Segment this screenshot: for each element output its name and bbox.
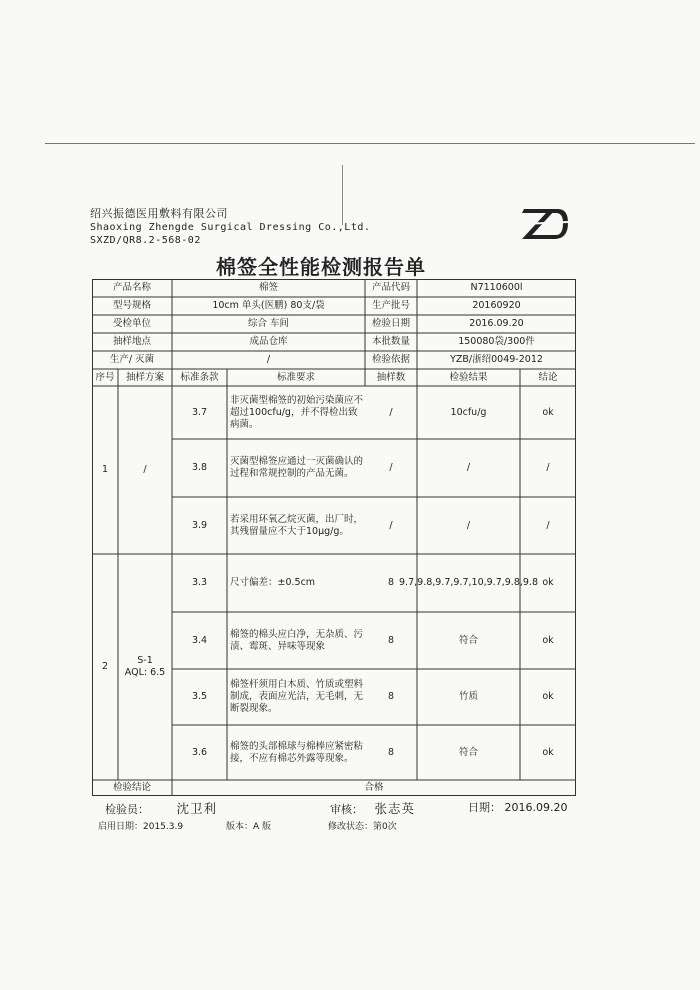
table-row-5-requirement: 棉签的棉头应白净，无杂质、污渍、霉斑、异味等现象 — [230, 628, 364, 652]
table-row-5-clause: 3.4 — [191, 634, 208, 646]
table-row-6-requirement: 棉签杆须用白木质、竹质或塑料制成，表面应光洁，无毛刺，无断裂现象。 — [230, 679, 364, 714]
value-product-code: N7110600l — [470, 282, 523, 293]
value-date: 2016.09.20 — [469, 318, 524, 329]
reviewer-label: 审核： — [330, 803, 363, 816]
value-batch: 20160920 — [472, 300, 521, 311]
value-qty: 150080袋/300件 — [458, 336, 535, 347]
table-row-1-requirement: 非灭菌型棉签的初始污染菌应不超过100cfu/g，并不得检出致病菌。 — [230, 394, 364, 430]
inspector-name: 沈卫利 — [176, 801, 218, 816]
table-row-3-sample: / — [389, 519, 393, 531]
document-code: SXZD/QR8.2-568-02 — [90, 235, 201, 246]
table-row-2-conclusion: / — [546, 462, 550, 473]
table-row-7-sample: 8 — [387, 746, 395, 758]
col-header-conclusion: 结论 — [538, 371, 558, 383]
table-row-7-conclusion: ok — [542, 746, 554, 758]
table-row-3-result: / — [466, 519, 471, 531]
table-row-5-sample: 8 — [387, 634, 395, 646]
label-basis: 检验依据 — [371, 354, 410, 365]
value-unit: 综合 车间 — [247, 318, 290, 329]
label-location: 抽样地点 — [112, 336, 151, 347]
report-date — [468, 799, 567, 815]
col-header-requirement: 标准要求 — [276, 371, 315, 383]
group-1-plan: / — [143, 464, 147, 475]
revision-status: 修改状态：第0次 — [328, 822, 397, 832]
table-row-2-clause: 3.8 — [191, 462, 208, 473]
table-row-2-sample: / — [389, 462, 393, 473]
label-batch: 生产批号 — [371, 300, 410, 311]
table-row-1-result: 10cfu/g — [450, 406, 487, 418]
col-header-plan: 抽样方案 — [125, 371, 164, 383]
date-label: 日期： — [468, 801, 501, 814]
col-header-result: 检验结果 — [449, 371, 488, 383]
table-row-6-conclusion: ok — [542, 691, 554, 702]
reviewer-signature — [330, 799, 415, 817]
company-name-cn: 绍兴振德医用敷料有限公司 — [90, 207, 228, 220]
report-table — [92, 279, 576, 796]
final-conclusion-label: 检验结论 — [112, 782, 151, 793]
use-date: 启用日期：2015.3.9 — [98, 822, 184, 832]
table-row-3-conclusion: / — [546, 519, 550, 531]
reviewer-name: 张志英 — [374, 801, 416, 816]
table-row-7-requirement: 棉签的头部棉球与棉棒应紧密粘接，不应有棉芯外露等现象。 — [230, 740, 364, 764]
table-row-4-conclusion: ok — [542, 577, 554, 588]
value-sterile: / — [266, 354, 271, 365]
value-model: 10cm 单头(医鹏) 80支/袋 — [212, 300, 325, 311]
group-1-no: 1 — [101, 464, 109, 475]
group-2-no: 2 — [101, 661, 109, 672]
table-row-2-result: / — [466, 462, 471, 473]
table-row-4-sample: 8 — [387, 577, 395, 588]
table-row-1-sample: / — [389, 406, 393, 418]
company-name-en: Shaoxing Zhengde Surgical Dressing Co.,Ltd. — [90, 221, 371, 233]
col-header-sample: 抽样数 — [376, 371, 406, 383]
label-product-name: 产品名称 — [112, 282, 151, 293]
inspector-label: 检验员： — [105, 803, 149, 816]
label-unit: 受检单位 — [112, 318, 151, 329]
col-header-no: 序号 — [95, 371, 115, 383]
table-row-6-clause: 3.5 — [191, 691, 208, 702]
date-value: 2016.09.20 — [504, 801, 568, 814]
label-qty: 本批数量 — [371, 336, 410, 347]
final-conclusion-value: 合格 — [364, 782, 384, 793]
value-basis: YZB/浙绍0049-2012 — [450, 354, 543, 365]
table-row-5-conclusion: ok — [542, 634, 554, 646]
company-logo-icon — [520, 205, 570, 241]
table-row-4-clause: 3.3 — [191, 577, 208, 588]
top-rule — [45, 143, 695, 144]
table-row-6-sample: 8 — [387, 691, 395, 702]
table-row-3-clause: 3.9 — [191, 519, 208, 531]
table-row-5-result: 符合 — [458, 634, 478, 646]
label-sterile: 生产/ 灭菌 — [109, 354, 155, 365]
table-row-4-requirement: 尺寸偏差：±0.5cm — [230, 577, 316, 588]
col-header-clause: 标准条款 — [180, 371, 219, 383]
table-row-1-clause: 3.7 — [191, 406, 208, 418]
table-row-3-requirement: 若采用环氧乙烷灭菌，出厂时，其残留量应不大于10μg/g。 — [230, 513, 364, 537]
table-row-1-conclusion: ok — [542, 406, 554, 418]
table-row-4-result: 9.7,9.8,9.7,9.7,10,9.7,9.8,9.8 — [399, 577, 538, 588]
company-header — [90, 207, 370, 248]
value-location: 成品仓库 — [249, 336, 288, 347]
table-row-6-result: 竹质 — [458, 691, 478, 702]
label-date: 检验日期 — [371, 318, 410, 329]
table-row-2-requirement: 灭菌型棉签应通过一灭菌确认的过程和常规控制的产品无菌。 — [230, 456, 364, 479]
inspector-signature — [105, 799, 217, 817]
label-product-code: 产品代码 — [371, 282, 410, 293]
value-product-name: 棉签 — [258, 282, 278, 293]
table-row-7-result: 符合 — [458, 746, 478, 758]
label-model: 型号规格 — [112, 300, 151, 311]
table-row-7-clause: 3.6 — [191, 746, 208, 758]
report-title: 棉签全性能检测报告单 — [216, 255, 426, 279]
version: 版本：A 版 — [226, 822, 272, 832]
group-2-plan: S-1 AQL: 6.5 — [124, 655, 166, 678]
